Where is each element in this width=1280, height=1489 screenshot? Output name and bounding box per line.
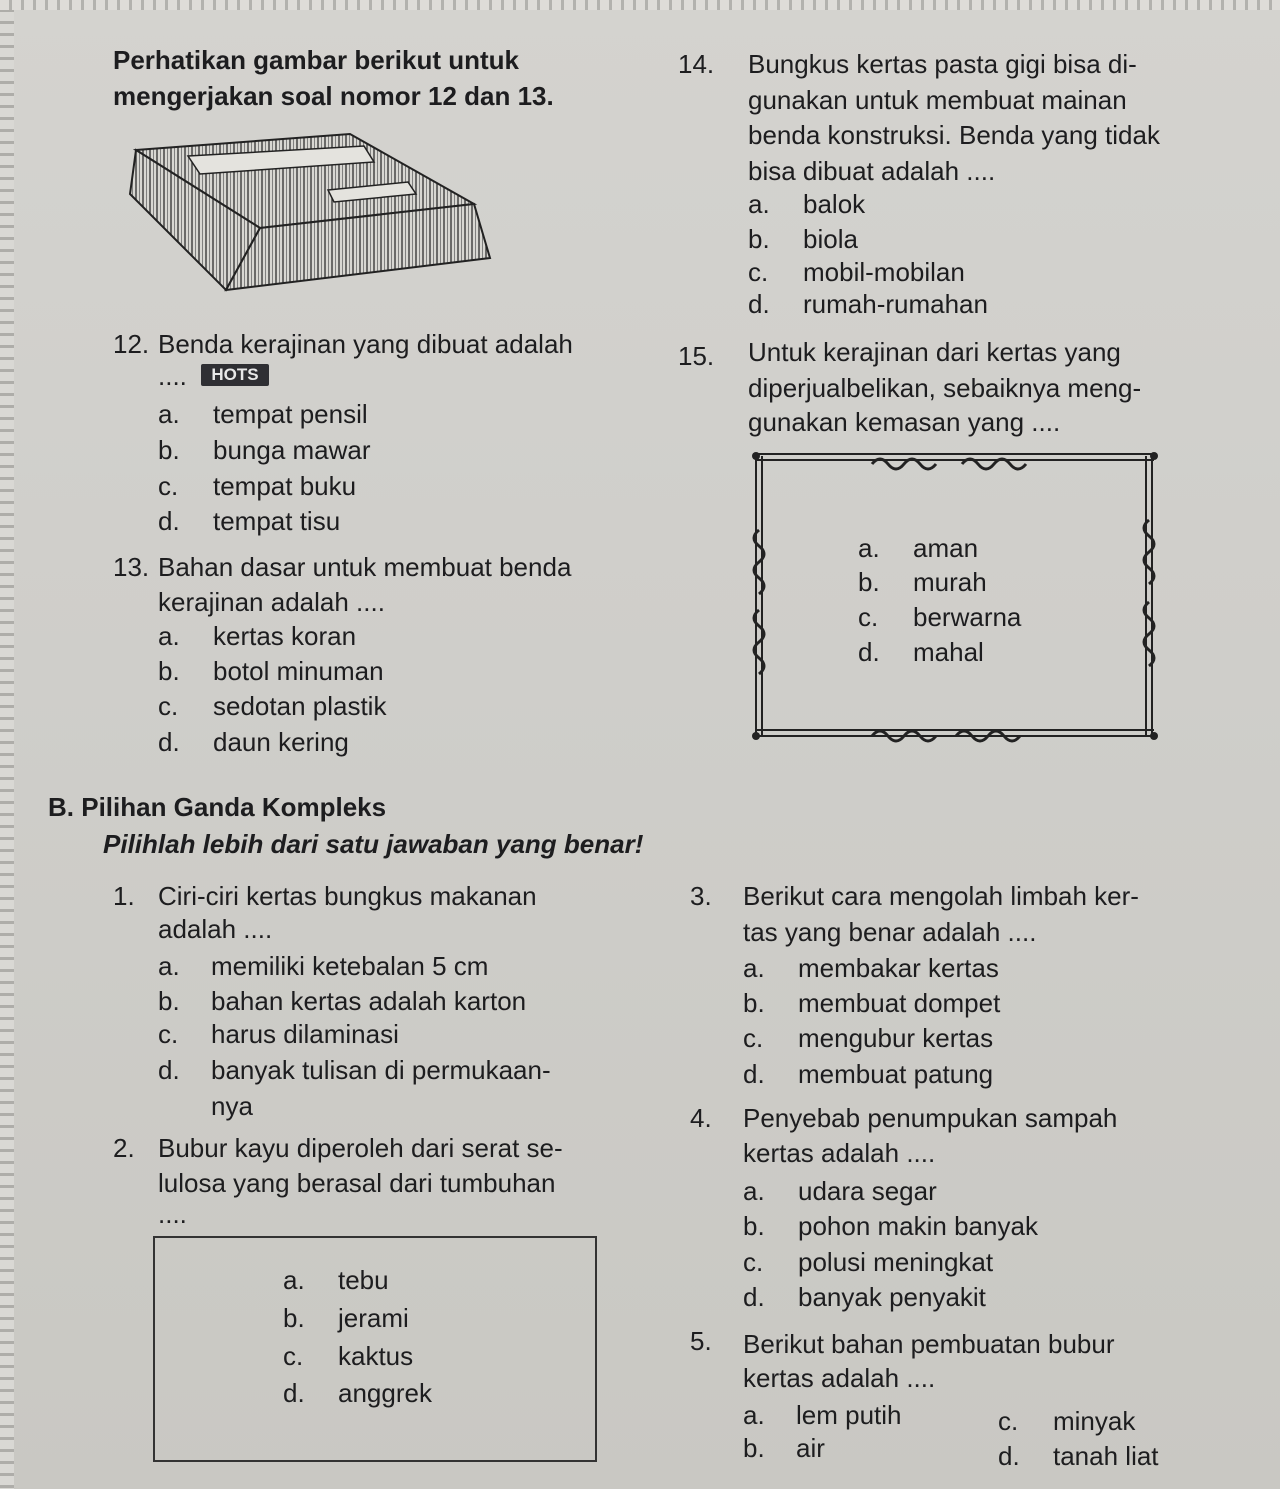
q15-option-b-letter: b. [858, 567, 880, 597]
q13-option-c-letter: c. [158, 691, 179, 721]
q13-option-b: botol minuman [213, 656, 384, 686]
q14-option-b: biola [803, 224, 858, 254]
q15-option-d-letter: d. [858, 637, 880, 667]
b4-option-d-letter: d. [743, 1282, 765, 1312]
b1-option-a: memiliki ketebalan 5 cm [211, 951, 489, 981]
b4-option-d: banyak penyakit [798, 1282, 986, 1312]
b3-option-c: mengubur kertas [798, 1023, 994, 1053]
b1-option-c: harus dilaminasi [211, 1019, 399, 1049]
q12-option-b: bunga mawar [213, 435, 371, 465]
b3-option-c-letter: c. [743, 1023, 764, 1053]
b5-option-c: minyak [1053, 1406, 1136, 1436]
q13-question: Bahan dasar untuk membuat benda [158, 552, 572, 582]
q12-option-c: tempat buku [213, 471, 357, 501]
q14-option-d: rumah-rumahan [803, 289, 988, 319]
q15-option-a: aman [913, 533, 979, 563]
b3-option-d-letter: d. [743, 1059, 765, 1089]
q15-option-b: murah [913, 567, 987, 597]
q14-option-a-letter: a. [748, 189, 770, 219]
b2-option-a: tebu [338, 1265, 389, 1295]
b5-option-c-letter: c. [998, 1406, 1019, 1436]
section-b-instruction: Pilihlah lebih dari satu jawaban yang benar! [103, 829, 644, 859]
q13-option-d: daun kering [213, 727, 349, 757]
b2-option-d: anggrek [338, 1378, 432, 1408]
b2-question: Bubur kayu diperoleh dari serat se- [158, 1133, 563, 1163]
wooden-box-illustration [128, 130, 500, 302]
q14-question-cont-3: bisa dibuat adalah .... [748, 156, 996, 186]
q14-option-d-letter: d. [748, 289, 770, 319]
b2-number: 2. [113, 1133, 135, 1163]
b5-number: 5. [690, 1326, 712, 1356]
q15-question-cont-2: gunakan kemasan yang .... [748, 407, 1061, 437]
b4-option-a-letter: a. [743, 1176, 765, 1206]
q13-option-b-letter: b. [158, 656, 180, 686]
b1-number: 1. [113, 881, 135, 911]
q13-option-a: kertas koran [213, 621, 357, 651]
b3-question-cont: tas yang benar adalah .... [743, 917, 1037, 947]
b4-question-cont: kertas adalah .... [743, 1138, 936, 1168]
q13-option-a-letter: a. [158, 621, 180, 651]
b5-option-b: air [796, 1433, 825, 1463]
q14-option-a: balok [803, 189, 866, 219]
b1-option-b-letter: b. [158, 986, 180, 1016]
b1-question-cont: adalah .... [158, 914, 273, 944]
q13-number: 13. [113, 552, 150, 582]
b1-option-a-letter: a. [158, 951, 180, 981]
section-b-title: B. Pilihan Ganda Kompleks [48, 792, 387, 822]
b1-option-d-cont: nya [211, 1091, 253, 1121]
b1-option-d-letter: d. [158, 1055, 180, 1085]
q12-option-a-letter: a. [158, 399, 180, 429]
b2-option-c: kaktus [338, 1341, 414, 1371]
q14-option-c-letter: c. [748, 257, 769, 287]
q14-option-c: mobil-mobilan [803, 257, 965, 287]
q14-number: 14. [678, 49, 715, 79]
q12-question: Benda kerajinan yang dibuat adalah [158, 329, 573, 359]
q14-question-cont-1: gunakan untuk membuat mainan [748, 85, 1127, 115]
b5-option-d-letter: d. [998, 1441, 1020, 1471]
b1-option-d: banyak tulisan di permukaan- [211, 1055, 551, 1085]
q14-option-b-letter: b. [748, 224, 770, 254]
b2-option-b: jerami [338, 1303, 409, 1333]
q12-option-b-letter: b. [158, 435, 180, 465]
b2-question-cont-1: lulosa yang berasal dari tumbuhan [158, 1168, 556, 1198]
q12-number: 12. [113, 329, 150, 359]
q15-option-c: berwarna [913, 602, 1022, 632]
b1-option-b: bahan kertas adalah karton [211, 986, 527, 1016]
b2-question-cont-2: .... [158, 1199, 187, 1229]
q12-option-c-letter: c. [158, 471, 179, 501]
b3-option-a: membakar kertas [798, 953, 999, 983]
b3-number: 3. [690, 881, 712, 911]
b2-option-c-letter: c. [283, 1341, 304, 1371]
q15-number: 15. [678, 341, 715, 371]
intro-line-1: Perhatikan gambar berikut untuk [113, 45, 519, 75]
q13-option-c: sedotan plastik [213, 691, 387, 721]
b5-option-a-letter: a. [743, 1400, 765, 1430]
b5-option-b-letter: b. [743, 1433, 765, 1463]
b3-option-d: membuat patung [798, 1059, 994, 1089]
q14-question: Bungkus kertas pasta gigi bisa di- [748, 49, 1137, 79]
b4-option-a: udara segar [798, 1176, 937, 1206]
b4-option-c-letter: c. [743, 1247, 764, 1277]
b2-option-d-letter: d. [283, 1378, 305, 1408]
b4-option-b-letter: b. [743, 1211, 765, 1241]
b4-option-c: polusi meningkat [798, 1247, 994, 1277]
b1-option-c-letter: c. [158, 1019, 179, 1049]
q12-option-d: tempat tisu [213, 506, 341, 536]
b5-option-a: lem putih [796, 1400, 902, 1430]
b4-question: Penyebab penumpukan sampah [743, 1103, 1118, 1133]
q15-option-c-letter: c. [858, 602, 879, 632]
q13-option-d-letter: d. [158, 727, 180, 757]
q15-question: Untuk kerajinan dari kertas yang [748, 337, 1121, 367]
q15-option-d: mahal [913, 637, 984, 667]
hots-badge: HOTS [201, 364, 269, 386]
q13-question-cont: kerajinan adalah .... [158, 587, 385, 617]
b4-number: 4. [690, 1103, 712, 1133]
b4-option-b: pohon makin banyak [798, 1211, 1038, 1241]
b3-option-b-letter: b. [743, 988, 765, 1018]
intro-line-2: mengerjakan soal nomor 12 dan 13. [113, 81, 554, 111]
b3-question: Berikut cara mengolah limbah ker- [743, 881, 1139, 911]
b1-question: Ciri-ciri kertas bungkus makanan [158, 881, 537, 911]
q15-question-cont-1: diperjualbelikan, sebaiknya meng- [748, 373, 1142, 403]
b3-option-b: membuat dompet [798, 988, 1001, 1018]
b5-question-cont: kertas adalah .... [743, 1363, 936, 1393]
b3-option-a-letter: a. [743, 953, 765, 983]
q15-option-a-letter: a. [858, 533, 880, 563]
b5-option-d: tanah liat [1053, 1441, 1159, 1471]
b5-question: Berikut bahan pembuatan bubur [743, 1329, 1115, 1359]
b2-option-b-letter: b. [283, 1303, 305, 1333]
q14-question-cont-2: benda konstruksi. Benda yang tidak [748, 120, 1160, 150]
q12-option-d-letter: d. [158, 506, 180, 536]
q12-option-a: tempat pensil [213, 399, 368, 429]
q12-question-cont: .... [158, 361, 187, 391]
b2-option-a-letter: a. [283, 1265, 305, 1295]
